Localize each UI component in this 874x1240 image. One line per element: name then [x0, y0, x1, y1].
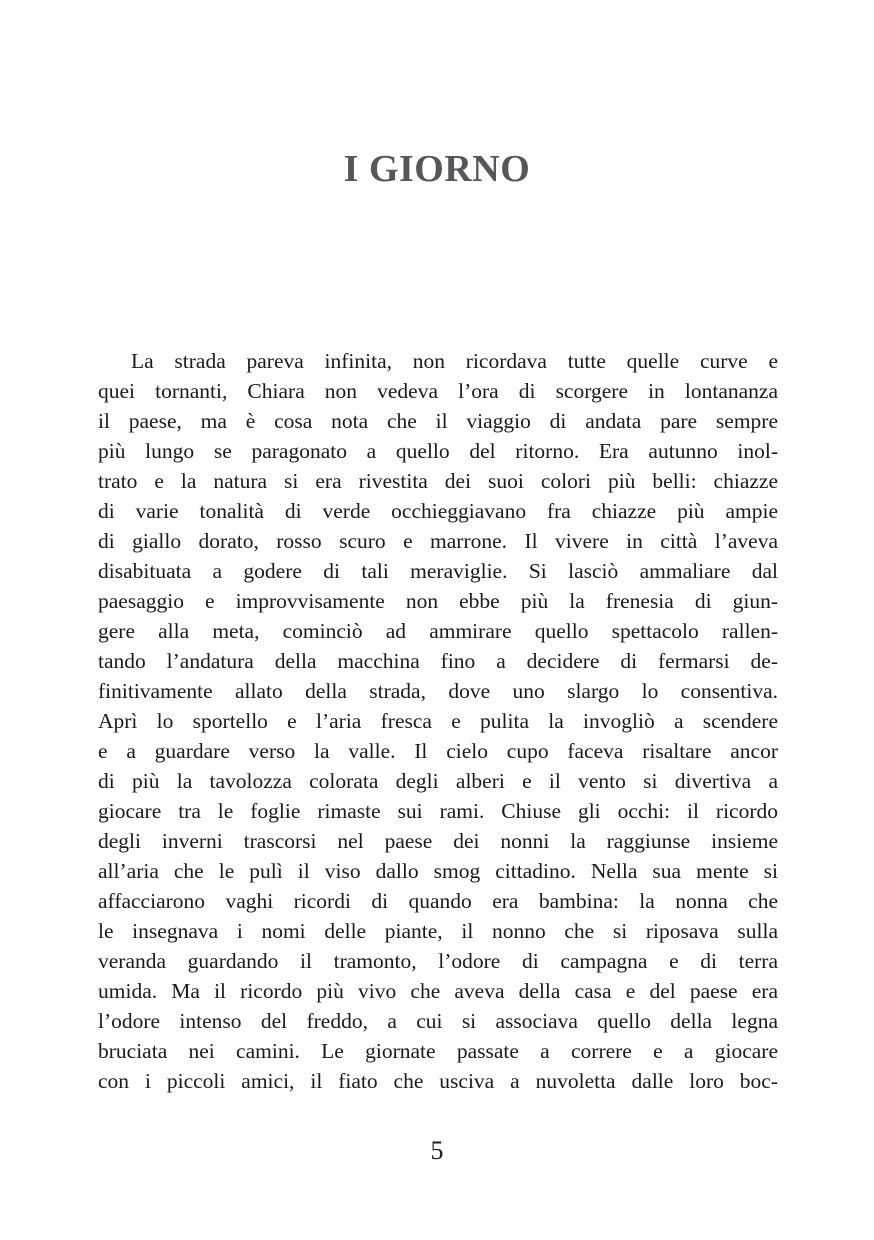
text-line: bruciata nei camini. Le giornate passate a correre e a giocare: [98, 1039, 778, 1063]
text-line: con i piccoli amici, il fiato che usciva a nuvoletta dalle loro boc-: [98, 1069, 778, 1093]
text-line: umida. Ma il ricordo più vivo che aveva della casa e del paese era: [98, 979, 778, 1003]
text-line: La strada pareva infinita, non ricordava tutte quelle curve e: [131, 349, 778, 373]
text-line: disabituata a godere di tali meraviglie. Si lasciò ammaliare dal: [98, 559, 778, 583]
text-line: di varie tonalità di verde occhieggiavano fra chiazze più ampie: [98, 499, 778, 523]
text-line: giocare tra le foglie rimaste sui rami. Chiuse gli occhi: il ricordo: [98, 799, 778, 823]
text-line: all’aria che le pulì il viso dallo smog cittadino. Nella sua mente si: [98, 859, 778, 883]
text-line: finitivamente allato della strada, dove uno slargo lo consentiva.: [98, 679, 778, 703]
text-line: veranda guardando il tramonto, l’odore di campagna e di terra: [98, 949, 778, 973]
text-line: di più la tavolozza colorata degli alberi e il vento si divertiva a: [98, 769, 778, 793]
text-line: paesaggio e improvvisamente non ebbe più la frenesia di giun-: [98, 589, 778, 613]
text-line: le insegnava i nomi delle piante, il nonno che si riposava sulla: [98, 919, 778, 943]
text-line: l’odore intenso del freddo, a cui si associava quello della legna: [98, 1009, 778, 1033]
text-line: di giallo dorato, rosso scuro e marrone. Il vivere in città l’aveva: [98, 529, 778, 553]
text-line: trato e la natura si era rivestita dei suoi colori più belli: chiazze: [98, 469, 778, 493]
body-text-block: [98, 346, 778, 1096]
page-number: 5: [430, 1136, 444, 1165]
text-line: affacciarono vaghi ricordi di quando era bambina: la nonna che: [98, 889, 778, 913]
text-line: il paese, ma è cosa nota che il viaggio di andata pare sempre: [98, 409, 778, 433]
text-line: Aprì lo sportello e l’aria fresca e pulita la invogliò a scendere: [98, 709, 778, 733]
text-line: quei tornanti, Chiara non vedeva l’ora di scorgere in lontananza: [98, 379, 778, 403]
text-line: più lungo se paragonato a quello del ritorno. Era autunno inol-: [98, 439, 778, 463]
text-line: gere alla meta, cominciò ad ammirare quello spettacolo rallen-: [98, 619, 778, 643]
text-line: tando l’andatura della macchina fino a decidere di fermarsi de-: [98, 649, 778, 673]
text-line: e a guardare verso la valle. Il cielo cupo faceva risaltare ancor: [98, 739, 778, 763]
chapter-title: I GIORNO: [343, 148, 531, 190]
text-line: degli inverni trascorsi nel paese dei nonni la raggiunse insieme: [98, 829, 778, 853]
